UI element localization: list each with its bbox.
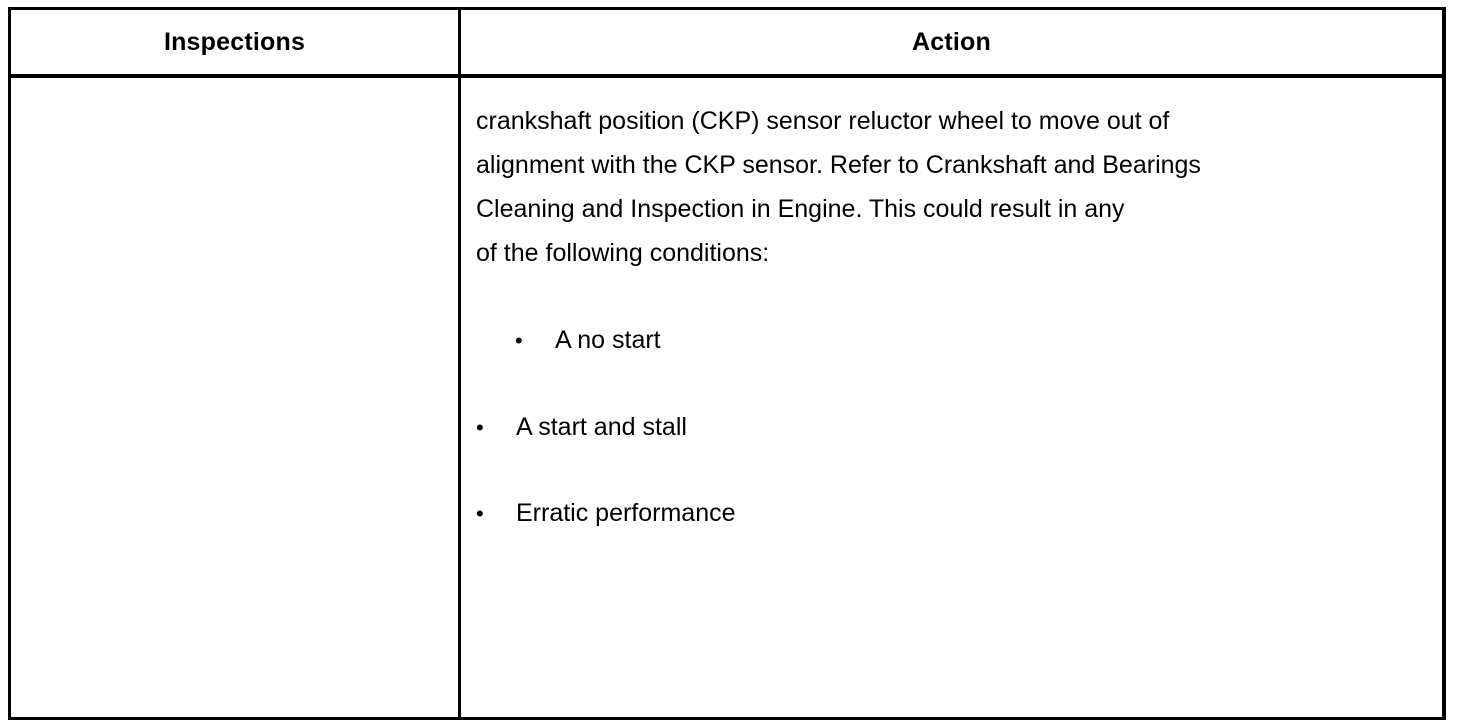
bullet-dot-icon: •	[476, 501, 484, 526]
bullet-item-no-start	[515, 318, 661, 363]
bullet-text: A start and stall	[516, 413, 687, 441]
bullet-item-erratic-performance	[476, 491, 736, 536]
table-right-border	[1442, 7, 1445, 720]
bullet-text: Erratic performance	[516, 499, 736, 527]
header-row-divider	[8, 74, 1446, 78]
bullet-text: A no start	[555, 326, 661, 354]
action-cell	[476, 99, 1416, 275]
header-inspections	[11, 10, 458, 74]
header-action-label: Action	[912, 27, 991, 56]
header-action	[461, 10, 1442, 74]
action-paragraph-line: crankshaft position (CKP) sensor reluctor wheel to move out of	[476, 107, 1170, 135]
bullet-dot-icon: •	[515, 328, 523, 353]
bullet-dot-icon: •	[476, 415, 484, 440]
bullet-item-start-and-stall	[476, 405, 687, 450]
action-paragraph-line: of the following conditions:	[476, 239, 770, 267]
header-inspections-label: Inspections	[163, 27, 306, 56]
action-paragraph-line: alignment with the CKP sensor. Refer to Crankshaft and Bearings	[476, 151, 1201, 179]
column-divider	[458, 7, 461, 720]
action-paragraph-line: Cleaning and Inspection in Engine. This could result in any	[476, 195, 1125, 223]
